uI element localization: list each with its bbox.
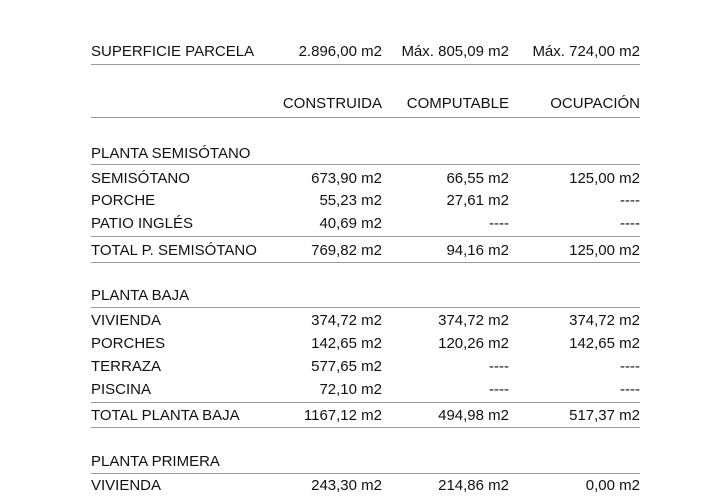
header-ocupacion: OCUPACIÓN <box>550 95 640 112</box>
divider <box>91 164 640 165</box>
section-title: PLANTA PRIMERA <box>91 453 220 470</box>
row-ocupacion: 0,00 m2 <box>585 477 640 494</box>
section-title-baja <box>91 285 640 307</box>
row-computable: 214,86 m2 <box>438 477 509 494</box>
row-computable: ---- <box>489 215 509 232</box>
row-ocupacion: 374,72 m2 <box>569 312 640 329</box>
row-construida: 55,23 m2 <box>319 192 382 209</box>
divider <box>91 117 640 118</box>
row-computable: ---- <box>489 358 509 375</box>
row-construida: 673,90 m2 <box>311 170 382 187</box>
row-ocupacion: 142,65 m2 <box>569 335 640 352</box>
total-computable: 494,98 m2 <box>438 407 509 424</box>
divider <box>91 262 640 263</box>
row-ocupacion: ---- <box>620 358 640 375</box>
row-name: PISCINA <box>91 381 152 398</box>
row-construida: 142,65 m2 <box>311 335 382 352</box>
row-computable: 66,55 m2 <box>446 170 509 187</box>
row-computable: 120,26 m2 <box>438 335 509 352</box>
parcela-superficie: 2.896,00 m2 <box>298 43 382 60</box>
divider <box>91 473 640 474</box>
row-ocupacion: 125,00 m2 <box>569 170 640 187</box>
header-computable: COMPUTABLE <box>406 95 509 112</box>
parcela-max-ocupacion: Máx. 724,00 m2 <box>532 43 640 60</box>
section-title: PLANTA SEMISÓTANO <box>91 145 251 162</box>
row-construida: 72,10 m2 <box>319 381 382 398</box>
parcela-max-computable: Máx. 805,09 m2 <box>401 43 509 60</box>
total-name: TOTAL PLANTA BAJA <box>91 407 240 424</box>
table-row <box>91 213 640 235</box>
row-construida: 40,69 m2 <box>319 215 382 232</box>
divider <box>91 427 640 428</box>
parcela-label: SUPERFICIE PARCELA <box>91 43 255 60</box>
row-computable: 374,72 m2 <box>438 312 509 329</box>
table-row <box>91 333 640 355</box>
total-computable: 94,16 m2 <box>446 242 509 259</box>
divider <box>91 307 640 308</box>
row-name: PORCHES <box>91 335 166 352</box>
header-construida: CONSTRUIDA <box>282 95 382 112</box>
parcela-row <box>91 41 640 63</box>
table-row <box>91 356 640 378</box>
total-ocupacion: 517,37 m2 <box>569 407 640 424</box>
table-row <box>91 475 640 497</box>
section-title: PLANTA BAJA <box>91 287 190 304</box>
total-name: TOTAL P. SEMISÓTANO <box>91 242 257 259</box>
section-title-semisotano <box>91 143 640 165</box>
table-row <box>91 379 640 401</box>
total-ocupacion: 125,00 m2 <box>569 242 640 259</box>
table-row <box>91 168 640 190</box>
row-computable: 27,61 m2 <box>446 192 509 209</box>
row-ocupacion: ---- <box>620 215 640 232</box>
total-row <box>91 405 640 427</box>
row-name: VIVIENDA <box>91 312 162 329</box>
row-name: PORCHE <box>91 192 156 209</box>
row-construida: 243,30 m2 <box>311 477 382 494</box>
divider <box>91 402 640 403</box>
row-name: PATIO INGLÉS <box>91 215 193 232</box>
row-ocupacion: ---- <box>620 192 640 209</box>
column-headers <box>91 93 640 115</box>
row-computable: ---- <box>489 381 509 398</box>
section-title-primera <box>91 451 640 473</box>
total-row <box>91 240 640 262</box>
total-construida: 769,82 m2 <box>311 242 382 259</box>
row-name: SEMISÓTANO <box>91 170 190 187</box>
row-name: VIVIENDA <box>91 477 162 494</box>
divider <box>91 64 640 65</box>
row-construida: 577,65 m2 <box>311 358 382 375</box>
row-construida: 374,72 m2 <box>311 312 382 329</box>
total-construida: 1167,12 m2 <box>303 407 382 424</box>
divider <box>91 236 640 237</box>
row-ocupacion: ---- <box>620 381 640 398</box>
table-row <box>91 310 640 332</box>
table-row <box>91 190 640 212</box>
row-name: TERRAZA <box>91 358 162 375</box>
